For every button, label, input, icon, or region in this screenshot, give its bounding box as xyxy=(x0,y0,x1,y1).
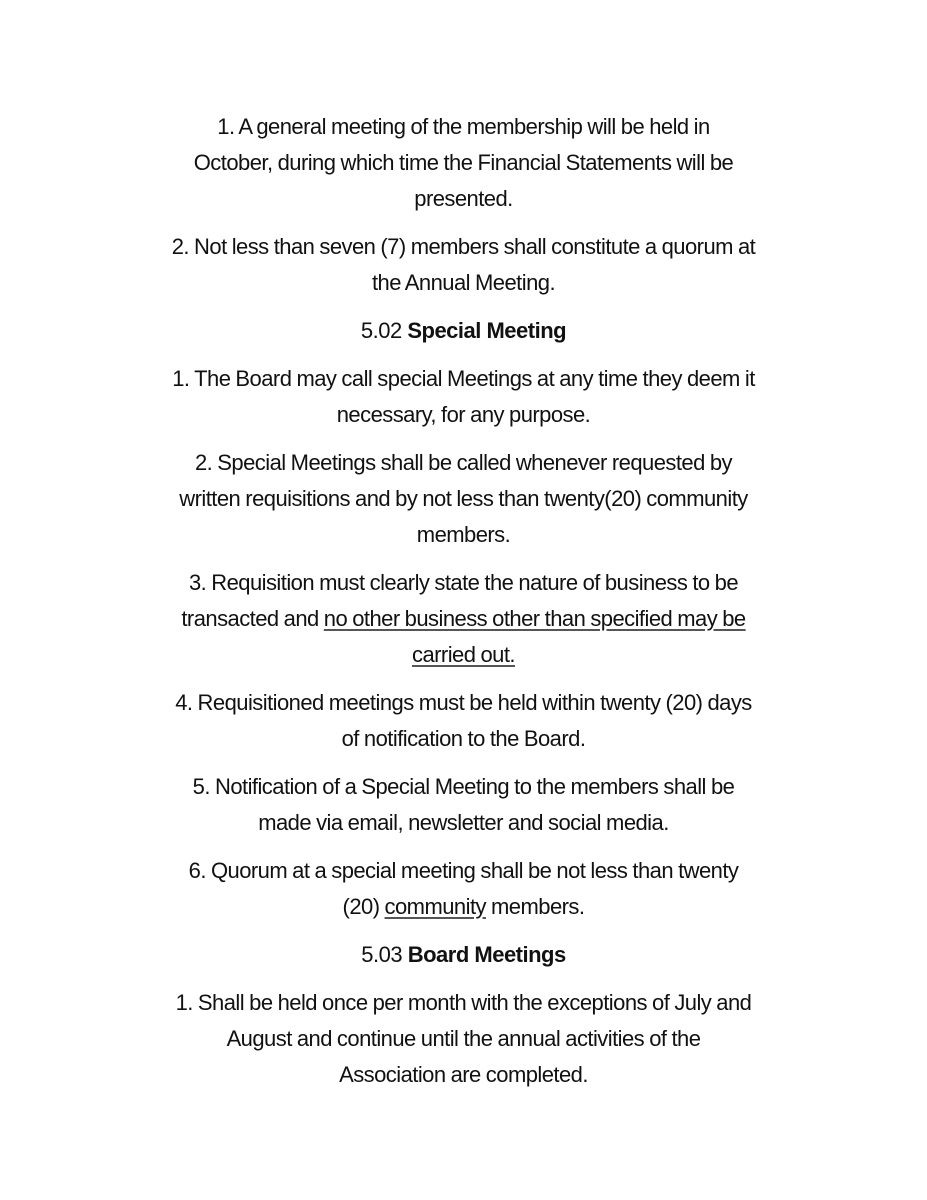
text-line xyxy=(0,637,927,673)
section-title: Special Meeting xyxy=(407,318,567,343)
text-line: October, during which time the Financial Statements will be xyxy=(193,150,734,175)
section-title: Board Meetings xyxy=(407,942,566,967)
text-line: 3. Requisition must clearly state the nature of business to be xyxy=(188,570,739,595)
document-page xyxy=(0,109,927,1105)
plain-text: transacted and xyxy=(181,606,324,631)
special-meeting-item-6 xyxy=(0,853,927,925)
special-meeting-item-4 xyxy=(0,685,927,757)
section-heading-board-meetings xyxy=(0,937,927,973)
text-line: 4. Requisitioned meetings must be held within twenty (20) days xyxy=(175,690,752,715)
special-meeting-item-2 xyxy=(0,445,927,553)
text-line: 1. The Board may call special Meetings at any time they deem it xyxy=(172,366,755,391)
text-line xyxy=(0,601,927,637)
general-meeting-item-2 xyxy=(0,229,927,301)
special-meeting-item-5 xyxy=(0,769,927,841)
text-line: 6. Quorum at a special meeting shall be not less than twenty xyxy=(188,858,739,883)
special-meeting-item-3 xyxy=(0,565,927,673)
underlined-text: community xyxy=(384,894,486,919)
text-line xyxy=(0,889,927,925)
general-meeting-item-1 xyxy=(0,109,927,217)
board-meeting-item-1 xyxy=(0,985,927,1093)
text-line: of notification to the Board. xyxy=(341,726,586,751)
underlined-text: no other business other than specified may be xyxy=(323,606,746,631)
text-line: presented. xyxy=(414,186,513,211)
text-line: written requisitions and by not less than twenty(20) community xyxy=(179,486,748,511)
section-number: 5.03 xyxy=(361,942,408,967)
text-line: 2. Special Meetings shall be called whenever requested by xyxy=(195,450,732,475)
text-line: 1. Shall be held once per month with the exceptions of July and xyxy=(175,990,752,1015)
text-line: 5. Notification of a Special Meeting to the members shall be xyxy=(192,774,735,799)
special-meeting-item-1 xyxy=(0,361,927,433)
underlined-text: carried out. xyxy=(412,642,515,667)
text-line: August and continue until the annual activities of the xyxy=(226,1026,701,1051)
text-line: necessary, for any purpose. xyxy=(336,402,591,427)
text-line: 2. Not less than seven (7) members shall constitute a quorum at xyxy=(171,234,756,259)
text-line: 1. A general meeting of the membership will be held in xyxy=(217,114,710,139)
text-line: members. xyxy=(416,522,511,547)
section-number: 5.02 xyxy=(360,318,408,343)
text-line: the Annual Meeting. xyxy=(371,270,556,295)
text-line: Association are completed. xyxy=(339,1062,588,1087)
plain-text: members. xyxy=(485,894,585,919)
text-line: made via email, newsletter and social media. xyxy=(258,810,669,835)
plain-text: (20) xyxy=(342,894,385,919)
section-heading-special-meeting xyxy=(0,313,927,349)
